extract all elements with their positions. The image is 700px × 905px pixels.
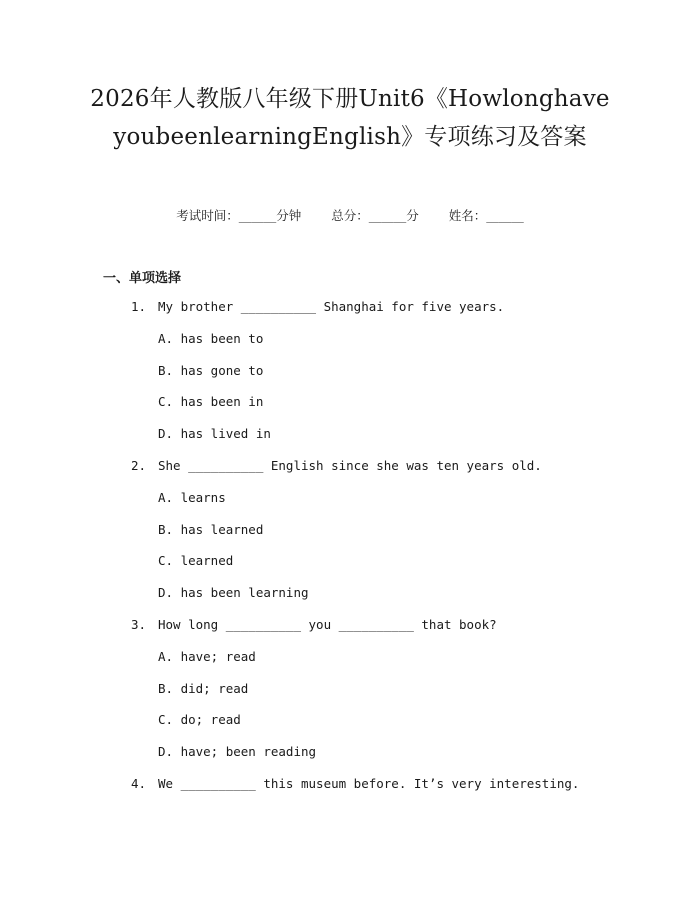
option-d: D. has lived in — [158, 426, 271, 442]
question-text: My brother __________ Shanghai for five years. — [158, 299, 505, 314]
question-row — [0, 773, 700, 805]
document-title: 2026年人教版八年级下册Unit6《HowlonghaveyoubeenlearningEnglish》专项练习及答案 — [90, 86, 610, 150]
option-d: D. have; been reading — [158, 744, 317, 760]
question-row — [0, 296, 700, 328]
option-row — [0, 550, 700, 582]
option-b: B. did; read — [158, 680, 249, 696]
question-text: How long __________ you __________ that book? — [158, 616, 497, 632]
name-field: 姓名：______ — [448, 208, 524, 223]
total-score-field: 总分：______分 — [331, 208, 419, 223]
question-number: 4. — [131, 775, 147, 791]
option-row — [0, 678, 700, 710]
option-c: C. do; read — [158, 712, 241, 728]
question-number: 1. — [131, 299, 147, 314]
question-text: She __________ English since she was ten years old. — [158, 457, 542, 473]
option-b: B. has learned — [158, 521, 264, 537]
option-b: B. has gone to — [158, 362, 264, 378]
question-row — [0, 614, 700, 646]
exam-info-line — [0, 207, 700, 225]
question-list — [0, 296, 700, 805]
option-row — [0, 360, 700, 392]
option-row — [0, 709, 700, 741]
option-a: A. has been to — [158, 330, 264, 346]
option-c: C. has been in — [158, 394, 264, 410]
option-row — [0, 582, 700, 614]
option-row — [0, 519, 700, 551]
exam-time-field: 考试时间：______分钟 — [176, 208, 302, 223]
option-row — [0, 423, 700, 455]
section-title: 一、单项选择 — [103, 271, 182, 286]
option-a: A. have; read — [158, 648, 256, 664]
question-number: 3. — [131, 616, 147, 632]
option-row — [0, 741, 700, 773]
option-a: A. learns — [158, 489, 226, 505]
option-row — [0, 328, 700, 360]
option-row — [0, 646, 700, 678]
question-row — [0, 455, 700, 487]
option-row — [0, 391, 700, 423]
question-text: We __________ this museum before. It’s very interesting. — [158, 775, 580, 791]
question-number: 2. — [131, 457, 147, 473]
option-c: C. learned — [158, 553, 234, 569]
option-row — [0, 487, 700, 519]
option-d: D. has been learning — [158, 585, 309, 601]
